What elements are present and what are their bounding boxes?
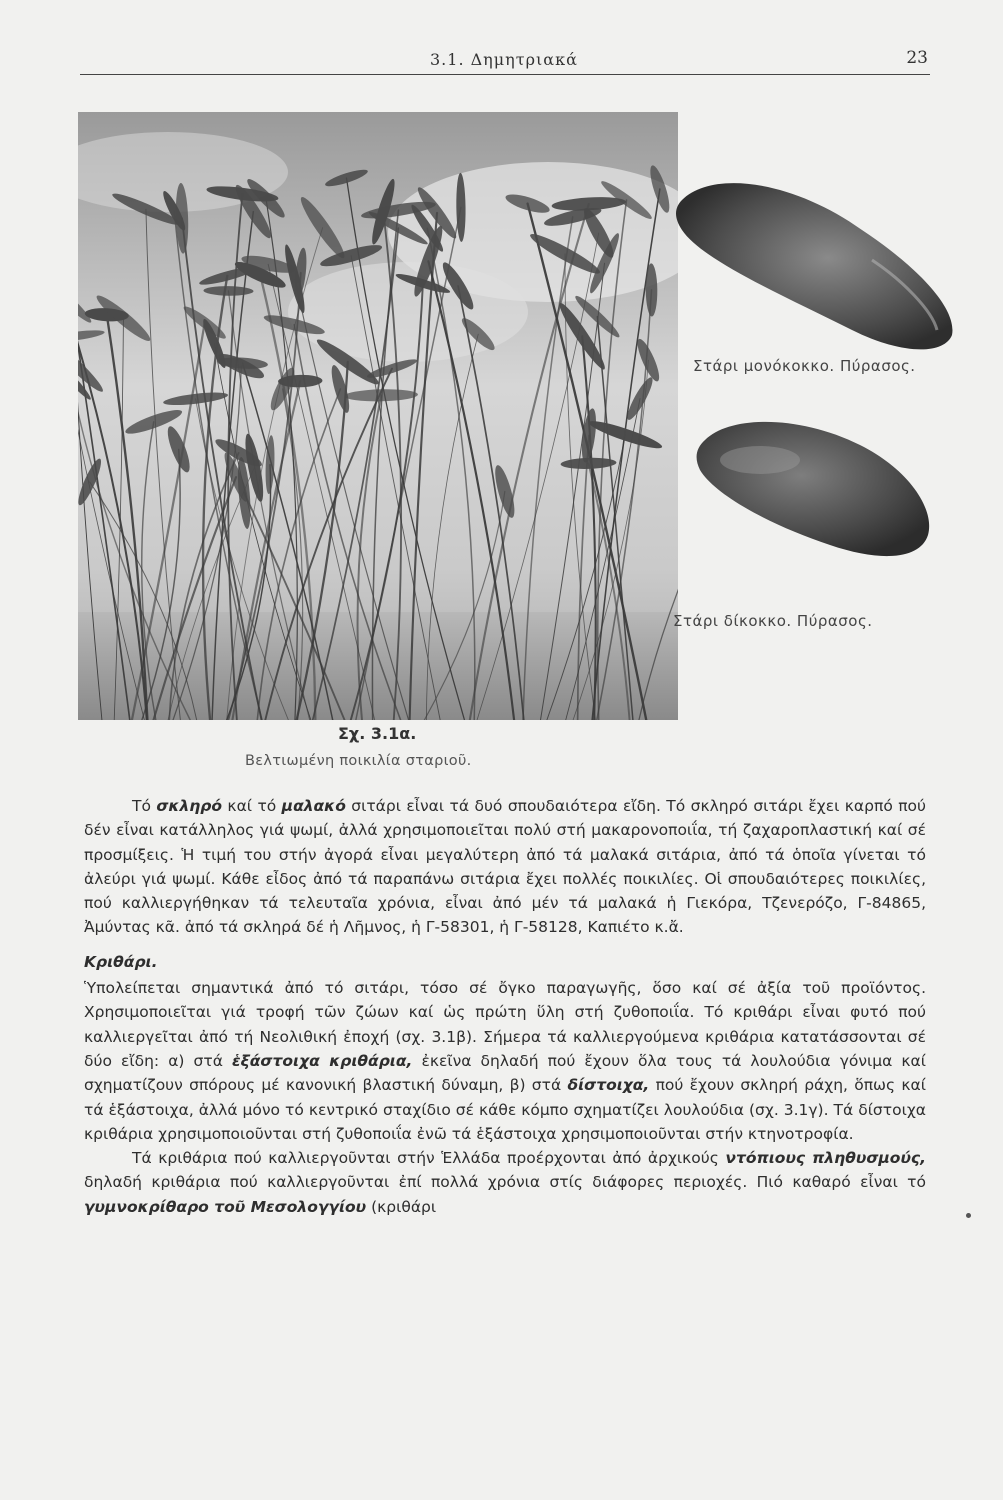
paragraph-wheat-types bbox=[84, 794, 926, 940]
emphasis-soft: μαλακό bbox=[281, 797, 346, 815]
paragraph-barley-types bbox=[84, 976, 926, 1146]
text-run: Ὑπολείπεται σημαντικά ἀπό τό σιτάρι, τόσο σέ ὄγκο παραγωγῆς, ὅσο καί σέ ἀξία τοῦ προϊόντος. Χρησιμοποιεῖται γιά τροφή τῶν ζώων καί ὡς πρώτη ὕλη στή ζυθοποιΐα. Τό κριθάρι εἶναι φυτό πού καλλιεργεῖται ἀπό τή Νεολιθική ἐποχή (σχ. 3.1β). Σήμερα τά καλλιεργούμενα κριθάρια κατατάσσονται σέ δύο εἴδη: α) στά bbox=[84, 979, 926, 1070]
section-title-barley: Κριθάρι. bbox=[84, 952, 158, 971]
chapter-title: 3.1. Δημητριακά bbox=[430, 50, 578, 69]
page-number: 23 bbox=[906, 48, 928, 68]
figure-label: Σχ. 3.1α. bbox=[338, 724, 417, 743]
running-header bbox=[80, 44, 930, 75]
emphasis-six-row: ἑξάστοιχα κριθάρια, bbox=[231, 1051, 413, 1070]
paragraph-greek-barley bbox=[84, 1146, 926, 1219]
emphasis-naked-barley: γυμνοκρίθαρο τοῦ Μεσολογγίου bbox=[84, 1197, 367, 1216]
text-run: Τό bbox=[132, 797, 157, 815]
text-run: (κριθάρι bbox=[366, 1197, 437, 1216]
grain-emmer-image bbox=[690, 410, 940, 570]
figure-caption: Βελτιωμένη ποικιλία σταριοῦ. bbox=[245, 753, 472, 769]
emphasis-two-row: δίστοιχα, bbox=[567, 1076, 650, 1095]
text-run: δηλαδή κριθάρια πού καλλιεργοῦνται ἐπί πολλά χρόνια στίς διάφορες περιοχές. Πιό καθαρό εἶναι τό bbox=[84, 1173, 926, 1192]
margin-speck bbox=[966, 1213, 971, 1218]
emphasis-native-populations: ντόπιους πληθυσμούς, bbox=[725, 1149, 926, 1168]
text-run: πού ἔχουν σκληρή ράχη, ὅπως καί τά ἑξάστοιχα, ἀλλά μόνο τό κεντρικό σταχίδιο σέ κάθε κόμπο σχηματίζει λουλούδια (σχ. 3.1γ). Τά δίστοιχα κριθάρια χρησιμοποιοῦνται στή ζυθοποιΐα ἐνῶ τά ἑξάστοιχα χρησιμοποιοῦνται στήν κτηνοτροφία. bbox=[84, 1076, 926, 1143]
text-run: καί τό bbox=[222, 797, 282, 815]
grain-einkorn-caption: Στάρι μονόκοκκο. Πύρασος. bbox=[693, 357, 916, 375]
grain-emmer-caption: Στάρι δίκοκκο. Πύρασος. bbox=[673, 612, 873, 630]
wheat-illustration bbox=[78, 112, 678, 720]
body-text bbox=[84, 794, 926, 1219]
text-run: σιτάρι εἶναι τά δυό σπουδαιότερα εἴδη. Τό σκληρό σιτάρι ἔχει καρπό πού δέν εἶναι κατάλληλος γιά ψωμί, ἀλλά χρησιμοποιεῖται πολύ στή μακαρονοποιΐα, τή ζαχαροπλαστική καί σέ προσμίξεις. Ἡ τιμή του στήν ἀγορά εἶναι μεγαλύτερη ἀπό τά μαλακά σιτάρια, ἀπό τά ὁποῖα γίνεται τό ἀλεύρι γιά ψωμί. Κάθε εἶδος ἀπό τά παραπάνω σιτάρια ἔχει πολλές ποικιλίες. Οἱ σπουδαιότερες ποικιλίες, πού καλλιεργήθηκαν τά τελευταῖα χρόνια, εἶναι ἀπό μέν τά μαλακά ἡ Γιεκόρα, Τζενερόζο, Γ-84865, Ἀμύντας κᾶ. ἀπό τά σκληρά δέ ἡ Λῆμνος, ἡ Γ-58301, ἡ Γ-58128, Καπιέτο κ.ἄ. bbox=[84, 797, 926, 937]
text-run: Τά κριθάρια πού καλλιεργοῦνται στήν Ἑλλάδα προέρχονται ἀπό ἀρχικούς bbox=[132, 1149, 726, 1168]
wheat-field-photo bbox=[78, 112, 678, 720]
grain-einkorn-image bbox=[672, 160, 962, 360]
emphasis-hard: σκληρό bbox=[156, 797, 223, 815]
text-run: ἐκεῖνα δηλαδή πού ἔχουν ὅλα τους τά λουλούδια γόνιμα καί σχηματίζουν σπόρους μέ κανονική βλαστική δύναμη, β) στά bbox=[84, 1051, 926, 1095]
